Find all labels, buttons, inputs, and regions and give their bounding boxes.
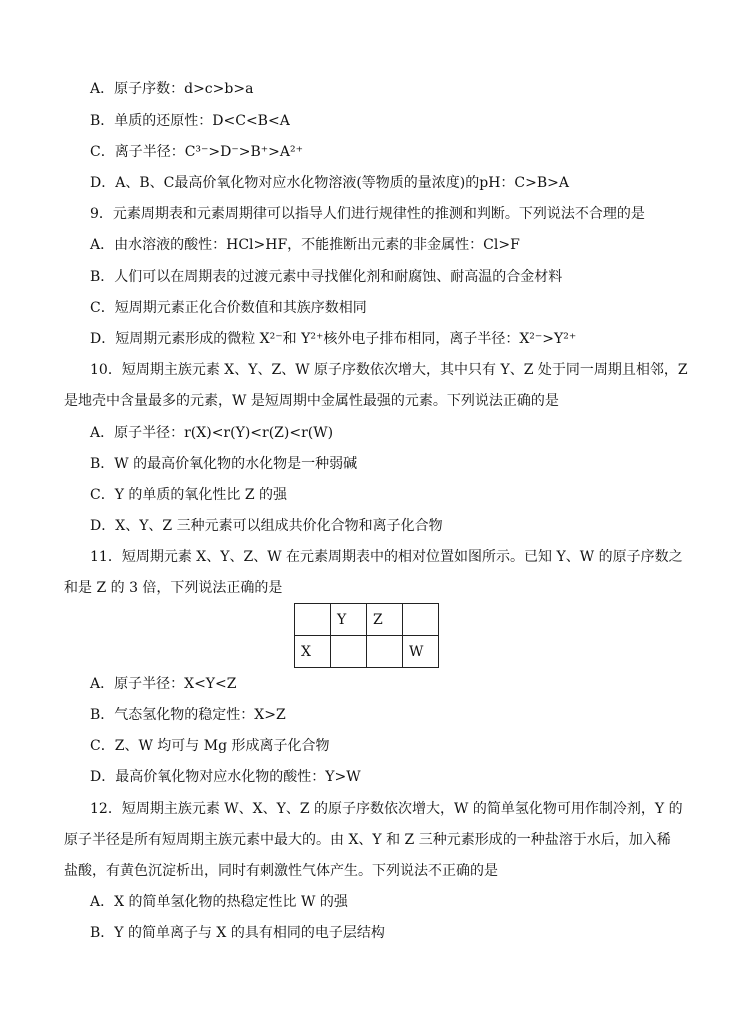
q9-option-a: A．由水溶液的酸性：HCl>HF，不能推断出元素的非金属性：Cl>F <box>90 237 520 253</box>
q11-option-d: D．最高价氧化物对应水化物的酸性：Y>W <box>90 769 361 785</box>
q11-option-a: A．原子半径：X<Y<Z <box>90 676 237 692</box>
q12-option-a: A．X 的简单氢化物的热稳定性比 W 的强 <box>90 894 348 910</box>
q10-stem-line-2: 是地壳中含量最多的元素，W 是短周期中金属性最强的元素。下列说法正确的是 <box>64 393 559 409</box>
table-cell <box>295 604 331 636</box>
q10-option-a: A．原子半径：r(X)<r(Y)<r(Z)<r(W) <box>90 425 334 441</box>
q12-stem-line-1: 12．短周期主族元素 W、X、Y、Z 的原子序数依次增大，W 的简单氢化物可用作制冷剂，Y 的 <box>90 801 683 817</box>
q10-option-d: D．X、Y、Z 三种元素可以组成共价化合物和离子化合物 <box>90 518 443 534</box>
table-cell <box>331 636 367 668</box>
q11-option-c: C．Z、W 均可与 Mg 形成离子化合物 <box>90 738 330 754</box>
q12-option-b: B．Y 的简单离子与 X 的具有相同的电子层结构 <box>90 925 385 941</box>
periodic-position-table <box>294 603 439 668</box>
table-cell: Y <box>331 604 367 636</box>
q10-option-b: B．W 的最高价氧化物的水化物是一种弱碱 <box>90 456 358 472</box>
q9-option-c: C．短周期元素正化合价数值和其族序数相同 <box>90 300 367 316</box>
table-row <box>295 604 439 636</box>
table-row <box>295 636 439 668</box>
q12-stem-line-3: 盐酸，有黄色沉淀析出，同时有刺激性气体产生。下列说法不正确的是 <box>64 863 498 879</box>
table-cell <box>403 604 439 636</box>
q11-stem-line-2: 和是 Z 的 3 倍，下列说法正确的是 <box>64 580 283 596</box>
q9-stem: 9．元素周期表和元素周期律可以指导人们进行规律性的推测和判断。下列说法不合理的是 <box>90 206 645 222</box>
q10-option-c: C．Y 的单质的氧化性比 Z 的强 <box>90 487 288 503</box>
q8-option-d: D．A、B、C最高价氧化物对应水化物溶液(等物质的量浓度)的pH：C>B>A <box>90 175 569 191</box>
q11-option-b: B．气态氢化物的稳定性：X>Z <box>90 707 286 723</box>
table-cell: Z <box>367 604 403 636</box>
q12-stem-line-2: 原子半径是所有短周期主族元素中最大的。由 X、Y 和 Z 三种元素形成的一种盐溶于水后，加入稀 <box>64 832 671 848</box>
q9-option-d: D．短周期元素形成的微粒 X²⁻和 Y²⁺核外电子排布相同，离子半径：X²⁻>Y²⁺ <box>90 331 577 347</box>
q8-option-c: C．离子半径：C³⁻>D⁻>B⁺>A²⁺ <box>90 144 304 160</box>
q8-option-b: B．单质的还原性：D<C<B<A <box>90 113 290 129</box>
table-cell <box>367 636 403 668</box>
q8-option-a: A．原子序数：d>c>b>a <box>90 81 254 97</box>
table-cell: W <box>403 636 439 668</box>
table-cell: X <box>295 636 331 668</box>
q11-stem-line-1: 11．短周期元素 X、Y、Z、W 在元素周期表中的相对位置如图所示。已知 Y、W 的原子序数之 <box>90 549 683 565</box>
q9-option-b: B．人们可以在周期表的过渡元素中寻找催化剂和耐腐蚀、耐高温的合金材料 <box>90 269 563 285</box>
q10-stem-line-1: 10．短周期主族元素 X、Y、Z、W 原子序数依次增大，其中只有 Y、Z 处于同一周期且相邻，Z <box>90 362 688 378</box>
